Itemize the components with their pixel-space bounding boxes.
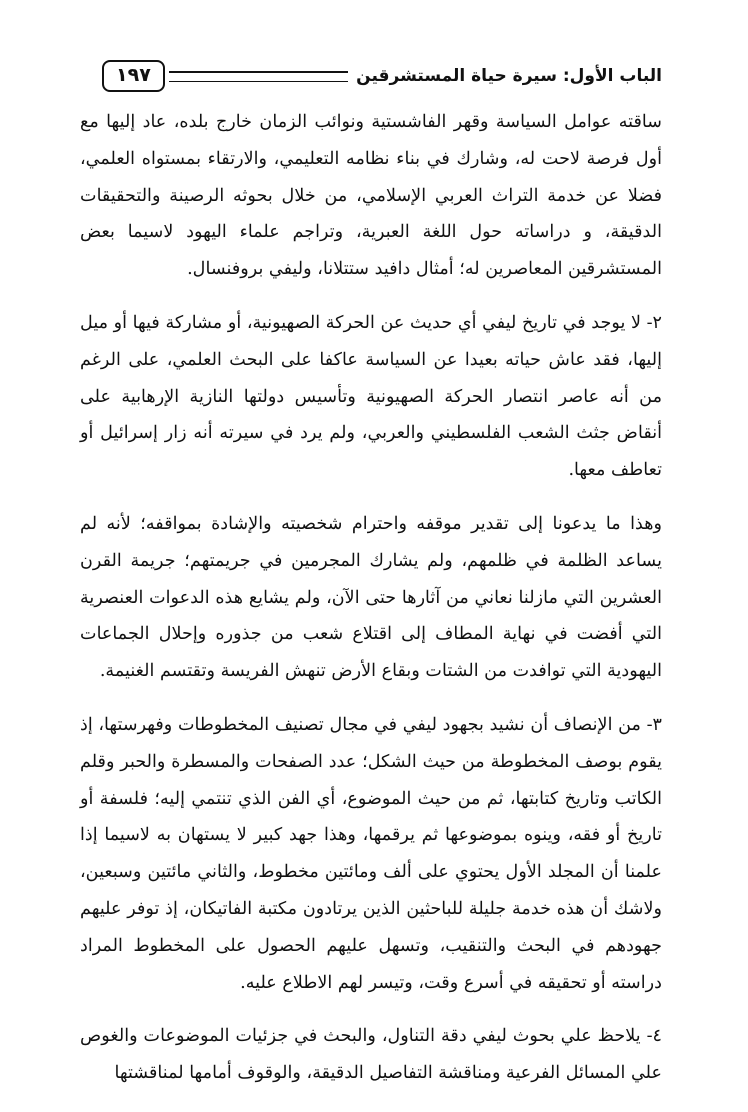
paragraph-2: ٢- لا يوجد في تاريخ ليفي أي حديث عن الحركة الصهيونية، أو مشاركة فيها أو ميل إليها، فقد عاش حياته بعيدا عن السياسة عاكفا على البحث العلمي، على الرغم من أنه عاصر انتصار الحركة الصهيونية وتأسيس دولتها النازية الإرهابية على أنقاض جثث الشعب الفلسطيني والعربي، ولم يرد في سيرته أنه زار إسرائيل أو تعاطف معها. [80,312,662,481]
paragraph-4: ٣- من الإنصاف أن نشيد بجهود ليفي في مجال تصنيف المخطوطات وفهرستها، إذ يقوم بوصف المخطوطة من حيث الشكل؛ عدد الصفحات والمسطرة والحبر وقلم الكاتب وتاريخ كتابتها، ثم من حيث الموضوع، أي الفن الذي تنتمي إليه؛ فلسفة أو تاريخ أو فقه، وينوه بموضوعها ثم يرقمها، وهذا جهد كبير لا يستهان به لاسيما إذا علمنا أن المجلد الأول يحتوي على ألف ومائتين مخطوط، والثاني مائتين وسبعين، ولاشك أن هذه خدمة جليلة للباحثين الذين يرتادون مكتبة الفاتيكان، إذ توفر عليهم جهودهم في البحث والتنقيب، وتسهل عليهم الحصول على المخطوط المراد دراسته أو تحقيقه في أسرع وقت، وتيسر لهم الاطلاع عليه. [80,714,662,993]
paragraph-1: ساقته عوامل السياسة وقهر الفاشستية ونوائب الزمان خارج بلده، عاد إليها مع أول فرصة لاحت له، وشارك في بناء نظامه التعليمي، والارتقاء بمستواه العلمي، فضلا عن خدمة التراث العربي الإسلامي، من خلال بحوثه الرصينة والتحقيقات الدقيقة، و دراساته حول اللغة العبرية، وتراجم علماء اليهود لاسيما بعض المستشرقين المعاصرين له؛ أمثال دافيد ستتلانا، وليفي بروفنسال. [80,112,662,280]
body-text [80,104,662,1092]
running-header [102,56,662,96]
paragraph-3: وهذا ما يدعونا إلى تقدير موقفه واحترام شخصيته والإشادة بمواقفه؛ لأنه لم يساعد الظلمة في ظلمهم، ولم يشارك المجرمين في جريمتهم؛ جريمة القرن العشرين التي مازلنا نعاني من آثارها حتى الآن، ولم يشايع هذه الدعوات العنصرية التي أفضت في نهاية المطاف إلى اقتلاع شعب من جذوره وإحلال الجماعات اليهودية التي توافدت من الشتات وبقاع الأرض تنهش الفريسة وتقتسم الغنيمة. [80,513,662,682]
chapter-title: الباب الأول: سيرة حياة المستشرقين [356,66,662,86]
page-number: ١٩٧ [102,60,165,92]
header-rule [169,71,348,82]
paragraph-5: ٤- يلاحظ علي بحوث ليفي دقة التناول، والبحث في جزئيات الموضوعات والغوص علي المسائل الفرعية ومناقشة التفاصيل الدقيقة، والوقوف أمامها لمناقشتها [80,1026,662,1084]
